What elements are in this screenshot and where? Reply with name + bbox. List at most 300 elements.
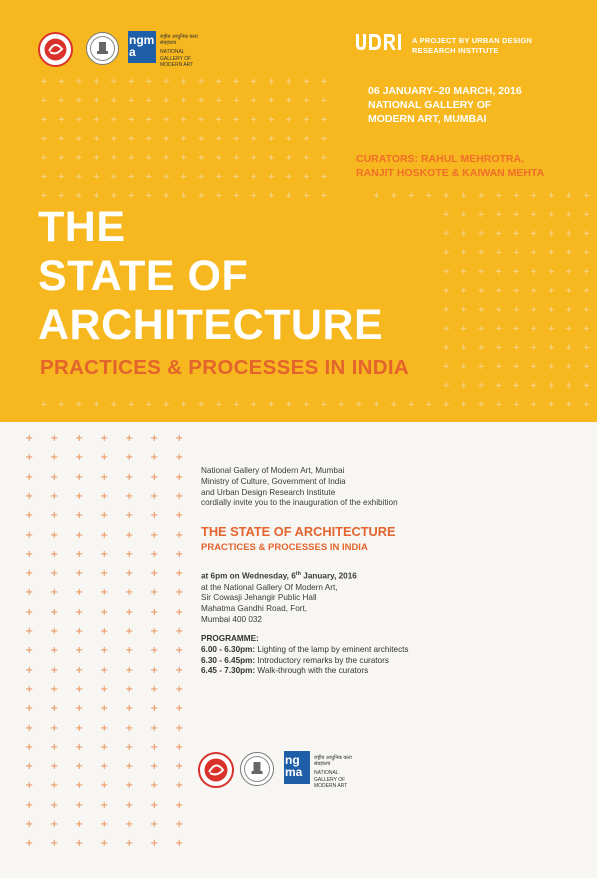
plus-mark: + (75, 838, 84, 850)
plus-mark: + (512, 267, 521, 277)
plus-mark: + (175, 433, 184, 444)
plus-mark: + (175, 645, 184, 657)
plus-mark: + (302, 153, 311, 163)
main-title-line1: THE (38, 203, 126, 251)
plus-mark: + (175, 626, 184, 637)
plus-mark: + (125, 606, 134, 618)
plus-mark: + (125, 433, 134, 444)
invite-line2: Ministry of Culture, Government of India (201, 476, 346, 486)
ngma-caption-hindi: राष्ट्रीय आधुनिक कला संग्रहालय (160, 34, 198, 47)
programme-desc: Walk-through with the curators (255, 666, 369, 676)
plus-mark: + (50, 548, 59, 560)
plus-mark: + (162, 400, 171, 410)
plus-mark: + (50, 606, 59, 618)
plus-mark: + (302, 172, 311, 182)
plus-mark: + (302, 96, 311, 106)
plus-mark: + (407, 191, 416, 201)
plus-mark: + (547, 381, 556, 391)
plus-mark: + (127, 96, 136, 106)
dates-text: 06 JANUARY–20 MARCH, 2016 (368, 85, 522, 97)
plus-mark: + (442, 267, 451, 277)
plus-mark: + (92, 172, 101, 182)
plus-mark: + (582, 362, 591, 372)
plus-mark: + (125, 529, 134, 541)
plus-mark: + (162, 172, 171, 182)
plus-mark: + (145, 134, 153, 144)
plus-mark: + (175, 703, 184, 715)
plus-mark: + (302, 400, 311, 410)
plus-mark: + (547, 362, 556, 372)
plus-mark: + (285, 134, 293, 144)
address-line3: Mahatma Gandhi Road, Fort, (201, 604, 308, 614)
plus-mark: + (150, 529, 159, 541)
plus-mark: + (150, 606, 159, 618)
plus-mark: + (75, 400, 83, 410)
plus-mark: + (565, 229, 573, 239)
plus-mark: + (180, 115, 188, 125)
plus-mark: + (150, 471, 159, 483)
plus-mark: + (50, 819, 59, 830)
plus-mark: + (40, 134, 48, 144)
plus-mark: + (302, 191, 311, 201)
plus-mark: + (25, 741, 34, 753)
plus-mark: + (75, 645, 84, 657)
festival-logo-bottom (198, 752, 234, 788)
plus-mark: + (197, 77, 206, 87)
plus-mark: + (232, 153, 241, 163)
invite-exhibition-title: THE STATE OF ARCHITECTURE (201, 524, 396, 539)
plus-mark: + (92, 77, 101, 87)
plus-mark: + (460, 267, 468, 277)
plus-mark: + (547, 248, 556, 258)
plus-mark: + (25, 780, 34, 792)
plus-mark: + (145, 115, 153, 125)
plus-mark: + (512, 229, 521, 239)
plus-mark: + (50, 433, 59, 444)
plus-mark: + (100, 606, 109, 618)
plus-mark: + (25, 683, 34, 695)
plus-mark: + (582, 267, 591, 277)
plus-mark: + (110, 134, 118, 144)
programme-desc: Lighting of the lamp by eminent architects (255, 644, 409, 654)
plus-mark: + (267, 115, 276, 125)
plus-mark: + (582, 381, 591, 391)
plus-mark: + (512, 362, 521, 372)
plus-mark: + (565, 343, 573, 353)
plus-mark: + (215, 96, 223, 106)
plus-mark: + (477, 229, 486, 239)
plus-mark: + (512, 210, 521, 220)
plus-mark: + (25, 703, 34, 715)
plus-mark: + (40, 77, 48, 87)
plus-mark: + (495, 324, 503, 334)
plus-mark: + (175, 664, 184, 676)
plus-mark: + (547, 305, 556, 315)
plus-mark: + (125, 780, 134, 792)
plus-mark: + (565, 324, 573, 334)
plus-mark: + (460, 362, 468, 372)
plus-mark: + (477, 324, 486, 334)
plus-mark: + (232, 172, 241, 182)
plus-mark: + (25, 510, 34, 522)
plus-mark: + (127, 134, 136, 144)
plus-mark: + (495, 191, 503, 201)
plus-mark: + (180, 191, 188, 201)
government-emblem-bottom (240, 752, 274, 786)
ngma-caption (160, 34, 208, 68)
plus-mark: + (267, 77, 276, 87)
plus-mark: + (100, 664, 109, 676)
plus-mark: + (150, 703, 159, 715)
plus-mark: + (460, 400, 468, 410)
plus-mark: + (477, 343, 486, 353)
plus-mark: + (75, 96, 83, 106)
plus-mark: + (565, 400, 573, 410)
plus-mark: + (25, 471, 34, 483)
plus-mark: + (75, 664, 84, 676)
udri-tagline-line1: A PROJECT BY URBAN DESIGN (412, 36, 533, 45)
main-subtitle: PRACTICES & PROCESSES IN INDIA (40, 356, 409, 379)
plus-mark: + (125, 452, 134, 464)
plus-mark: + (100, 490, 109, 502)
plus-mark: + (547, 229, 556, 239)
ngma-logo-text: ngma (285, 753, 303, 779)
plus-mark: + (100, 626, 109, 637)
plus-mark: + (175, 452, 184, 464)
plus-mark: + (125, 645, 134, 657)
plus-mark: + (495, 210, 503, 220)
plus-mark: + (75, 510, 84, 522)
plus-mark: + (250, 400, 258, 410)
plus-mark: + (175, 490, 184, 502)
plus-mark: + (530, 324, 538, 334)
udri-tagline-line2: RESEARCH INSTITUTE (412, 46, 499, 55)
plus-mark: + (180, 77, 188, 87)
invite-exhibition-subtitle: PRACTICES & PROCESSES IN INDIA (201, 542, 368, 553)
plus-mark: + (127, 191, 136, 201)
plus-mark: + (442, 343, 451, 353)
plus-mark: + (110, 96, 118, 106)
plus-mark: + (75, 683, 84, 695)
plus-mark: + (127, 115, 136, 125)
plus-mark: + (565, 381, 573, 391)
plus-mark: + (57, 96, 66, 106)
plus-mark: + (285, 77, 293, 87)
time-suffix: January, 2016 (301, 571, 357, 581)
plus-mark: + (547, 267, 556, 277)
plus-mark: + (232, 96, 241, 106)
plus-mark: + (110, 191, 118, 201)
plus-mark: + (100, 587, 109, 599)
plus-mark: + (75, 134, 83, 144)
plus-mark: + (197, 134, 206, 144)
plus-mark: + (302, 77, 311, 87)
plus-mark: + (100, 645, 109, 657)
plus-mark: + (302, 115, 311, 125)
event-details (201, 569, 357, 626)
plus-mark: + (565, 191, 573, 201)
plus-mark: + (477, 400, 486, 410)
plus-mark: + (110, 115, 118, 125)
plus-mark: + (250, 134, 258, 144)
plus-mark: + (150, 819, 159, 830)
plus-mark: + (100, 452, 109, 464)
plus-mark: + (442, 400, 451, 410)
plus-mark: + (495, 381, 503, 391)
plus-mark: + (495, 400, 503, 410)
plus-mark: + (127, 153, 136, 163)
plus-mark: + (530, 210, 538, 220)
plus-mark: + (460, 343, 468, 353)
plus-mark: + (100, 838, 109, 850)
plus-mark: + (40, 96, 48, 106)
plus-mark: + (75, 77, 83, 87)
plus-mark: + (582, 400, 591, 410)
plus-mark: + (460, 210, 468, 220)
ngma-caption-english: NATIONAL GALLERY OF MODERN ART (314, 770, 348, 789)
plus-mark: + (75, 452, 84, 464)
ngma-caption-bottom (314, 755, 362, 789)
address-line1: at the National Gallery Of Modern Art, (201, 582, 338, 592)
plus-mark: + (442, 286, 451, 296)
udri-logo (355, 33, 405, 56)
plus-mark: + (25, 799, 34, 811)
plus-mark: + (125, 799, 134, 811)
plus-mark: + (75, 722, 84, 734)
plus-mark: + (50, 471, 59, 483)
plus-mark: + (215, 172, 223, 182)
plus-mark: + (125, 510, 134, 522)
plus-mark: + (390, 400, 398, 410)
plus-mark: + (512, 324, 521, 334)
plus-mark: + (75, 172, 83, 182)
plus-mark: + (477, 286, 486, 296)
plus-mark: + (150, 626, 159, 637)
ngma-caption-english: NATIONAL GALLERY OF MODERN ART (160, 49, 194, 68)
plus-mark: + (125, 664, 134, 676)
programme-time: 6.30 - 6.45pm: (201, 655, 256, 665)
plus-mark: + (285, 153, 293, 163)
plus-mark: + (50, 838, 59, 850)
plus-mark: + (530, 229, 538, 239)
plus-mark: + (442, 324, 451, 334)
plus-mark: + (145, 191, 153, 201)
plus-mark: + (145, 96, 153, 106)
plus-mark: + (582, 229, 591, 239)
plus-mark: + (57, 115, 66, 125)
plus-mark: + (175, 568, 184, 580)
main-title-line2: STATE OF (38, 252, 249, 300)
plus-mark: + (232, 134, 241, 144)
plus-mark: + (530, 343, 538, 353)
udri-tagline (412, 36, 532, 56)
invite-line4: cordially invite you to the inauguration of the exhibition (201, 498, 398, 508)
plus-mark: + (50, 529, 59, 541)
plus-mark: + (125, 490, 134, 502)
programme (201, 634, 409, 677)
plus-mark: + (75, 741, 84, 753)
plus-mark: + (145, 77, 153, 87)
plus-mark: + (267, 96, 276, 106)
plus-mark: + (110, 400, 118, 410)
plus-mark: + (75, 780, 84, 792)
plus-mark: + (75, 606, 84, 618)
plus-mark: + (100, 722, 109, 734)
plus-mark: + (50, 452, 59, 464)
plus-mark: + (477, 267, 486, 277)
plus-mark: + (75, 568, 84, 580)
plus-mark: + (92, 153, 101, 163)
plus-mark: + (145, 172, 153, 182)
plus-mark: + (40, 400, 48, 410)
plus-mark: + (125, 471, 134, 483)
programme-item (201, 656, 409, 667)
plus-mark: + (180, 400, 188, 410)
plus-mark: + (100, 780, 109, 792)
plus-mark: + (75, 490, 84, 502)
invitation-text (201, 466, 501, 509)
plus-mark: + (390, 191, 398, 201)
plus-mark: + (355, 400, 363, 410)
plus-mark: + (125, 587, 134, 599)
plus-mark: + (285, 191, 293, 201)
plus-mark: + (175, 780, 184, 792)
plus-mark: + (232, 77, 241, 87)
plus-mark: + (150, 510, 159, 522)
curators (356, 152, 544, 180)
plus-mark: + (232, 115, 241, 125)
plus-mark: + (320, 400, 328, 410)
plus-mark: + (150, 664, 159, 676)
plus-mark: + (565, 210, 573, 220)
plus-mark: + (267, 400, 276, 410)
plus-mark: + (40, 115, 48, 125)
plus-mark: + (40, 172, 48, 182)
plus-mark: + (50, 645, 59, 657)
plus-mark: + (25, 587, 34, 599)
plus-mark: + (75, 529, 84, 541)
plus-mark: + (25, 452, 34, 464)
plus-mark: + (175, 510, 184, 522)
plus-mark: + (150, 722, 159, 734)
plus-mark: + (25, 490, 34, 502)
plus-mark: + (100, 471, 109, 483)
plus-mark: + (100, 683, 109, 695)
plus-mark: + (460, 324, 468, 334)
plus-mark: + (547, 324, 556, 334)
plus-mark: + (250, 153, 258, 163)
udri-logo-icon (355, 33, 405, 51)
plus-mark: + (512, 248, 521, 258)
programme-heading: PROGRAMME: (201, 634, 259, 643)
plus-mark: + (57, 191, 66, 201)
plus-mark: + (460, 229, 468, 239)
plus-mark: + (530, 362, 538, 372)
plus-mark: + (150, 587, 159, 599)
plus-mark: + (150, 741, 159, 753)
plus-mark: + (50, 761, 59, 773)
plus-mark: + (460, 248, 468, 258)
ashoka-emblem-icon (87, 33, 118, 64)
plus-mark: + (477, 210, 486, 220)
address-line2: Sir Cowasji Jehangir Public Hall (201, 593, 317, 603)
plus-mark: + (285, 172, 293, 182)
plus-mark: + (100, 741, 109, 753)
plus-mark: + (285, 96, 293, 106)
plus-mark: + (75, 819, 84, 830)
plus-mark: + (25, 626, 34, 637)
plus-mark: + (50, 626, 59, 637)
plus-mark: + (25, 664, 34, 676)
plus-mark: + (250, 172, 258, 182)
plus-mark: + (582, 286, 591, 296)
plus-mark: + (267, 153, 276, 163)
plus-mark: + (50, 683, 59, 695)
plus-mark: + (267, 172, 276, 182)
plus-mark: + (180, 134, 188, 144)
plus-mark: + (92, 400, 101, 410)
plus-mark: + (197, 96, 206, 106)
plus-mark: + (565, 362, 573, 372)
plus-mark: + (92, 115, 101, 125)
plus-mark: + (75, 471, 84, 483)
plus-mark: + (75, 115, 83, 125)
plus-mark: + (110, 77, 118, 87)
plus-mark: + (75, 703, 84, 715)
plus-mark: + (512, 381, 521, 391)
plus-mark: + (25, 548, 34, 560)
programme-time: 6.45 - 7.30pm: (201, 666, 256, 676)
invite-line3: and Urban Design Research Institute (201, 487, 336, 497)
plus-mark: + (162, 191, 171, 201)
plus-mark: + (565, 286, 573, 296)
plus-mark: + (425, 400, 433, 410)
plus-mark: + (495, 248, 503, 258)
plus-mark: + (25, 568, 34, 580)
plus-mark: + (150, 490, 159, 502)
plus-mark: + (100, 510, 109, 522)
festival-logo-icon (200, 754, 232, 786)
plus-mark: + (125, 741, 134, 753)
main-title-line3: ARCHITECTURE (38, 301, 384, 349)
plus-mark: + (175, 838, 184, 850)
plus-mark: + (125, 761, 134, 773)
plus-mark: + (565, 267, 573, 277)
plus-mark: + (477, 305, 486, 315)
programme-desc: Introductory remarks by the curators (255, 655, 389, 665)
ngma-logo-text: ngma (129, 33, 155, 59)
plus-mark: + (337, 400, 346, 410)
plus-mark: + (215, 134, 223, 144)
curators-line1: CURATORS: RAHUL MEHROTRA, (356, 153, 524, 165)
plus-mark: + (150, 683, 159, 695)
plus-mark: + (320, 191, 328, 201)
plus-mark: + (25, 645, 34, 657)
plus-mark: + (75, 587, 84, 599)
plus-mark: + (125, 722, 134, 734)
plus-mark: + (197, 115, 206, 125)
plus-mark: + (302, 134, 311, 144)
plus-mark: + (180, 172, 188, 182)
plus-mark: + (477, 381, 486, 391)
plus-mark: + (100, 568, 109, 580)
plus-mark: + (50, 722, 59, 734)
plus-mark: + (175, 819, 184, 830)
plus-mark: + (285, 400, 293, 410)
plus-mark: + (232, 191, 241, 201)
plus-mark: + (57, 134, 66, 144)
venue-line1: NATIONAL GALLERY OF (368, 99, 492, 111)
